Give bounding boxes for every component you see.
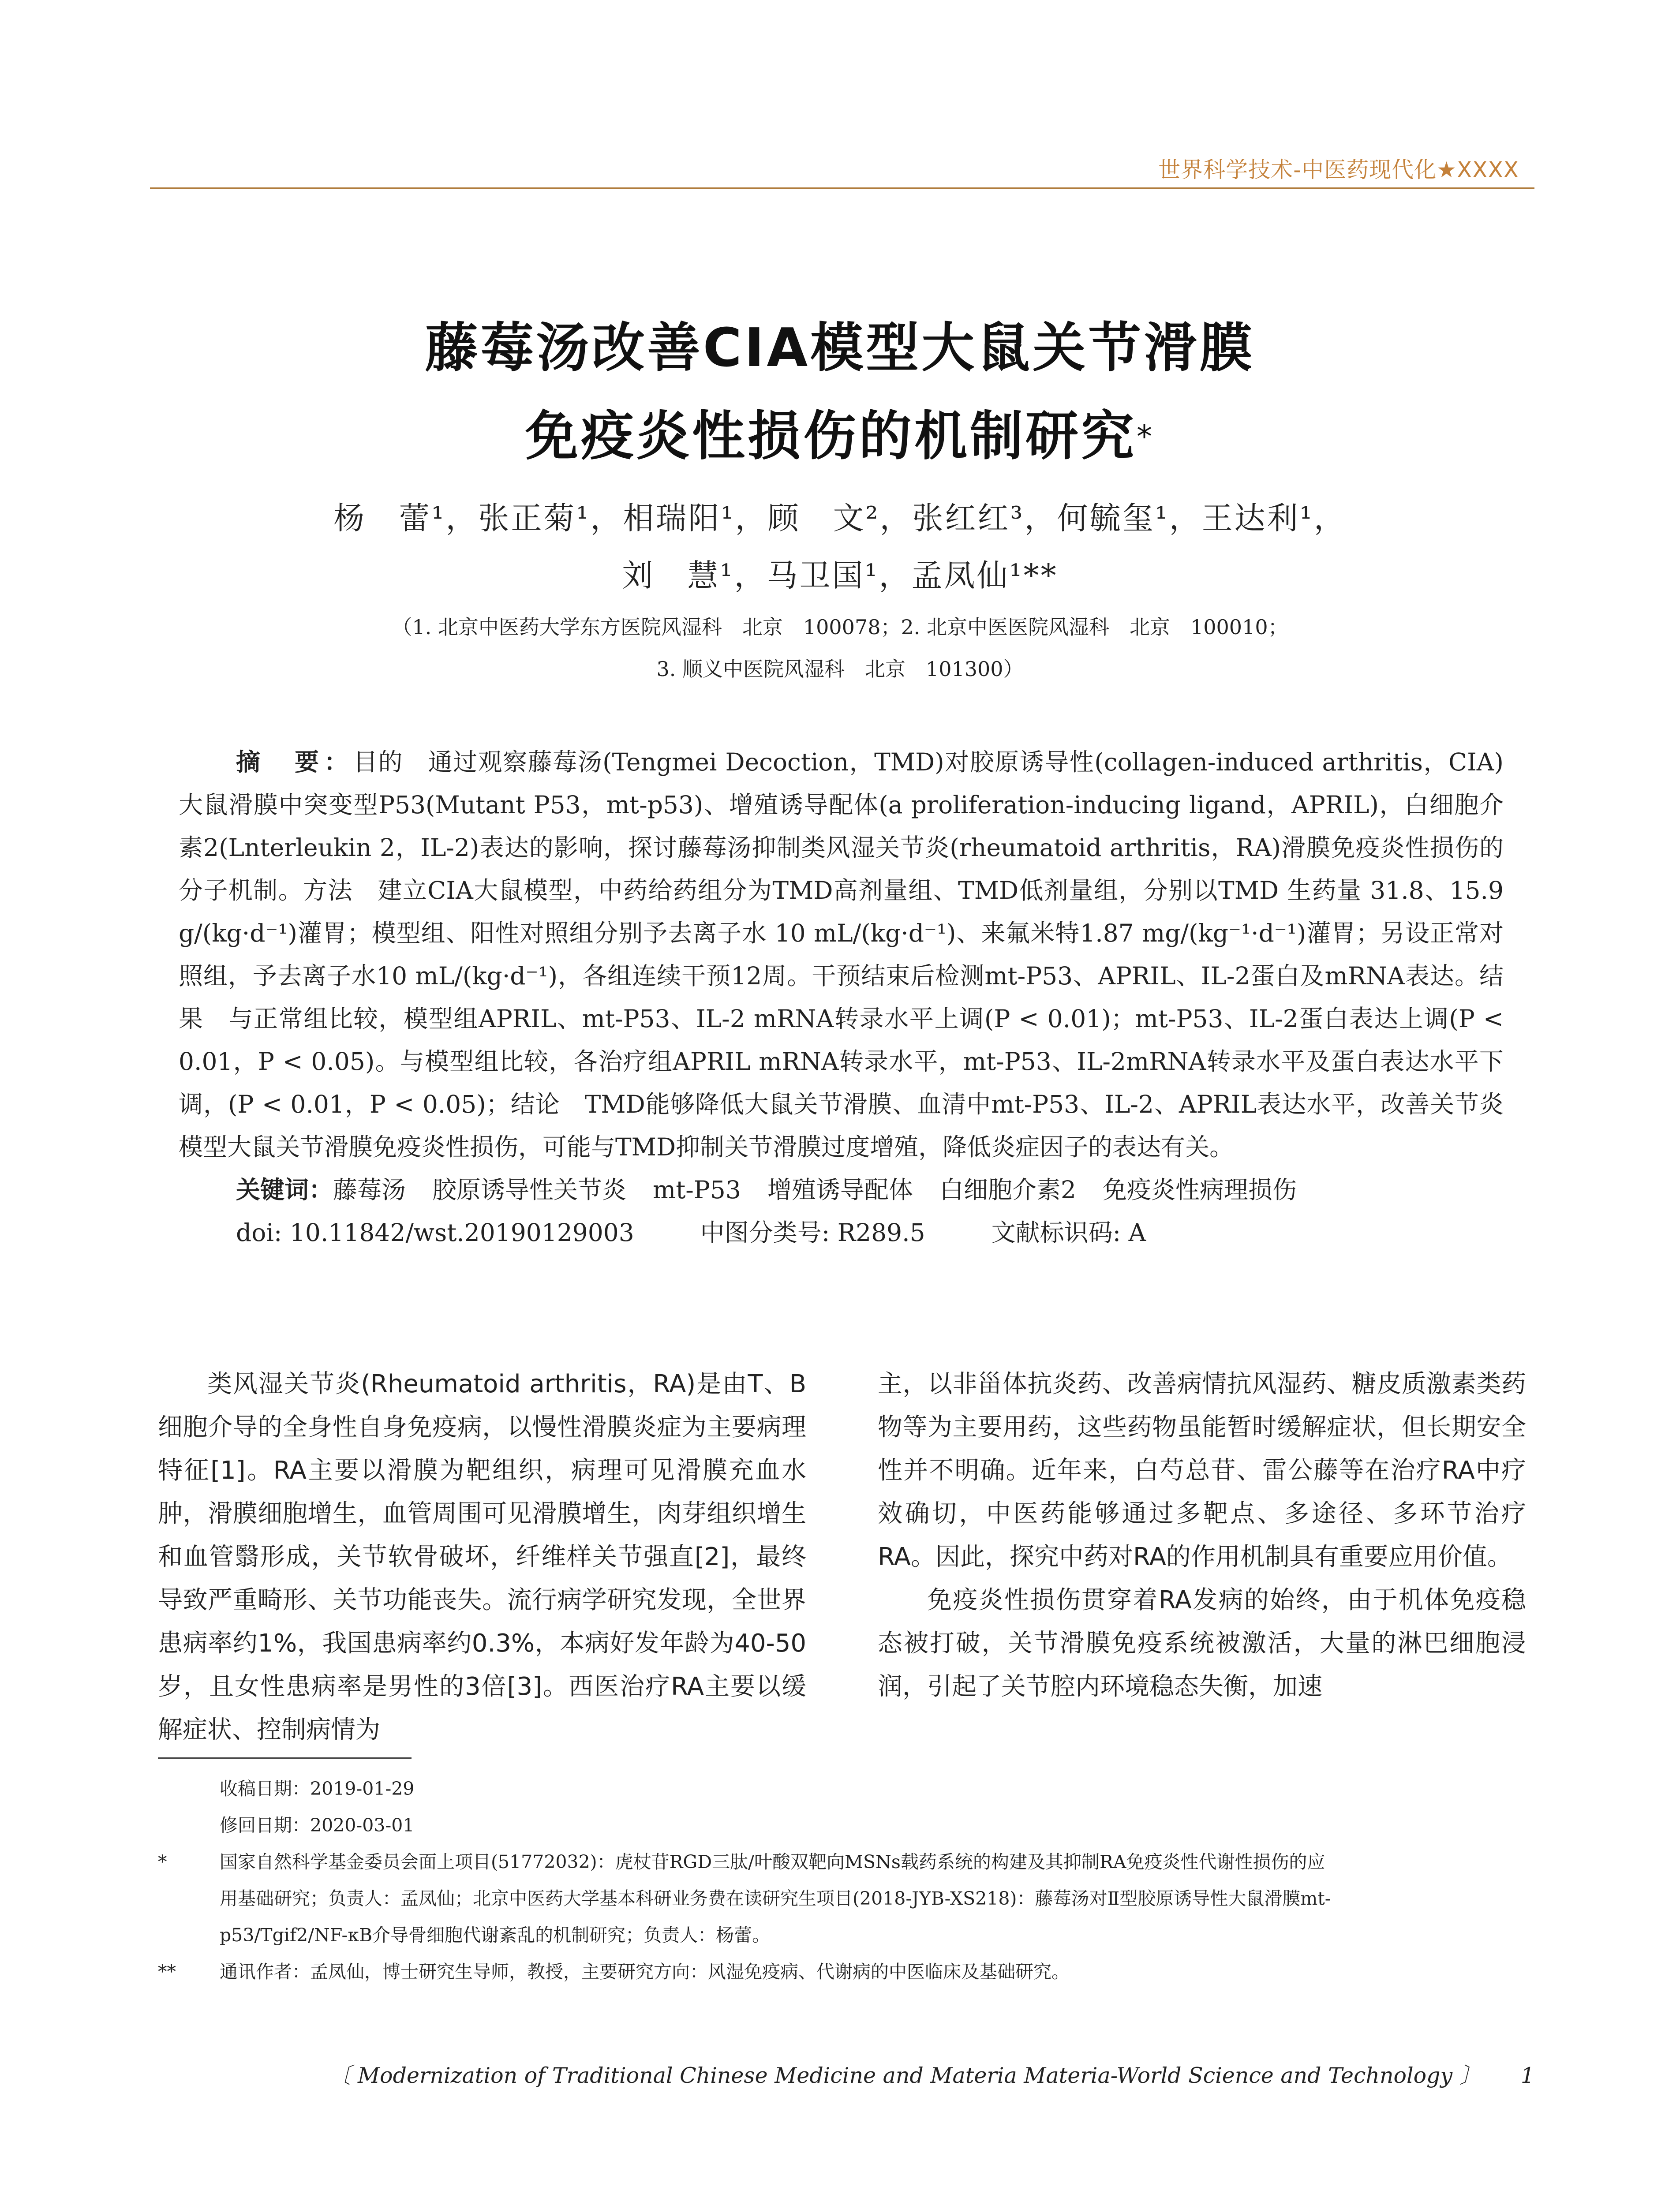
keyword: mt-P53 (653, 1176, 741, 1204)
keyword: 白细胞介素2 (939, 1176, 1076, 1204)
authors-line-1: 杨 蕾¹，张正菊¹，相瑞阳¹，顾 文²，张红红³，何毓玺¹，王达利¹， (333, 500, 1347, 536)
affiliation-line-1: （1. 北京中医药大学东方医院风湿科 北京 100078；2. 北京中医医院风湿科 北京 100010； (392, 615, 1288, 639)
keywords (179, 1169, 1504, 1211)
doi: doi: 10.11842/wst.20190129003 (236, 1218, 634, 1247)
article-title (0, 304, 1680, 481)
keywords-label: 关键词： (236, 1176, 333, 1204)
corresponding-mark: ** (158, 1961, 176, 1982)
title-funding-mark: * (1137, 419, 1155, 455)
corresponding-text: 通讯作者：孟凤仙，博士研究生导师，教授，主要研究方向：风湿免疫病、代谢病的中医临床及基础研究。 (220, 1961, 1070, 1982)
keyword: 胶原诱导性关节炎 (432, 1176, 627, 1204)
abstract-paragraph (179, 741, 1504, 1169)
title-line-1: 藤莓汤改善CIA模型大鼠关节滑膜 (425, 318, 1255, 379)
author-list (0, 490, 1680, 604)
abstract-label: 摘 要： (236, 748, 354, 776)
revised-date: 修回日期：2020-03-01 (220, 1815, 415, 1836)
corresponding-author-note (158, 1954, 1534, 1990)
funding-text-1: 国家自然科学基金委员会面上项目(51772032)：虎杖苷RGD三肽/叶酸双靶向MSNs载药系统的构建及其抑制RA免疫炎性代谢性损伤的应 (220, 1851, 1325, 1872)
abstract-text: 目的 通过观察藤莓汤(Tengmei Decoction，TMD)对胶原诱导性(collagen-induced arthritis，CIA)大鼠滑膜中突变型P53(Mutant P53，mt-p53)、增殖诱导配体(a proliferation-inducing ligand，APRIL)，白细胞介素2(Lnterleukin 2，IL-2)表达的影响，探讨藤莓汤抑制类风湿关节炎(rheumatoid arthritis，RA)滑膜免疫炎性损伤的分子机制。方法 建立CIA大鼠模型，中药给药组分为TMD高剂量组、TMD低剂量组，分别以TMD 生药量 31.8、15.9 g/(kg·d⁻¹)灌胃；模型组、阳性对照组分别予去离子水 10 mL/(kg·d⁻¹)、来氟米特1.87 mg/(kg⁻¹·d⁻¹)灌胃；另设正常对照组，予去离子水10 mL/(kg·d⁻¹)，各组连续干预12周。干预结束后检测mt-P53、APRIL、IL-2蛋白及mRNA表达。结果 与正常组比较，模型组APRIL、mt-P53、IL-2 mRNA转录水平上调(P < 0.01)；mt-P53、IL-2蛋白表达上调(P < 0.01，P < 0.05)。与模型组比较，各治疗组APRIL mRNA转录水平，mt-P53、IL-2mRNA转录水平及蛋白表达水平下调，(P < 0.01，P < 0.05)；结论 TMD能够降低大鼠关节滑膜、血清中mt-P53、IL-2、APRIL表达水平，改善关节炎模型大鼠关节滑膜免疫炎性损伤，可能与TMD抑制关节滑膜过度增殖，降低炎症因子的表达有关。 (179, 748, 1504, 1161)
body-paragraph: 类风湿关节炎(Rheumatoid arthritis，RA)是由T、B细胞介导的全身性自身免疫病，以慢性滑膜炎症为主要病理特征[1]。RA主要以滑膜为靶组织，病理可见滑膜充血水肿，滑膜细胞增生，血管周围可见滑膜增生，肉芽组织增生和血管翳形成，关节软骨破坏，纤维样关节强直[2]，最终导致严重畸形、关节功能丧失。流行病学研究发现，全世界患病率约1%，我国患病率约0.3%，本病好发年龄为40-50岁，且女性患病率是男性的3倍[3]。西医治疗RA主要以缓解症状、控制病情为 (158, 1370, 806, 1744)
journal-name: 世界科学技术-中医药现代化★XXXX (1158, 157, 1519, 183)
title-line-2-text: 免疫炎性损伤的机制研究 (525, 406, 1137, 467)
footnote-divider (158, 1757, 412, 1759)
footnotes (158, 1771, 1534, 1990)
title-line-2 (0, 392, 1680, 481)
footer-journal: 〔 Modernization of Traditional Chinese Medicine and Materia Materia-World Science and Technology 〕 (329, 2063, 1481, 2088)
abstract (179, 741, 1504, 1254)
article-meta (179, 1211, 1504, 1254)
body-column-right (878, 1363, 1526, 1708)
funding-mark: * (158, 1851, 167, 1872)
clc-number: 中图分类号: R289.5 (700, 1218, 925, 1247)
body-paragraph: 主，以非甾体抗炎药、改善病情抗风湿药、糖皮质激素类药物等为主要用药，这些药物虽能暂时缓解症状，但长期安全性并不明确。近年来，白芍总苷、雷公藤等在治疗RA中疗效确切，中医药能够通过多靶点、多途径、多环节治疗RA。因此，探究中药对RA的作用机制具有重要应用价值。 (878, 1370, 1526, 1571)
keyword: 藤莓汤 (333, 1176, 406, 1204)
page-number: 1 (1520, 2063, 1534, 2088)
body-paragraph: 免疫炎性损伤贯穿着RA发病的始终，由于机体免疫稳态被打破，关节滑膜免疫系统被激活，大量的淋巴细胞浸润，引起了关节腔内环境稳态失衡，加速 (878, 1586, 1526, 1701)
funding-text-3: p53/Tgif2/NF-κB介导骨细胞代谢紊乱的机制研究；负责人：杨蕾。 (220, 1925, 771, 1946)
running-header (150, 148, 1534, 189)
keyword: 增殖诱导配体 (767, 1176, 913, 1204)
keyword: 免疫炎性病理损伤 (1102, 1176, 1297, 1204)
affiliation-line-2: 3. 顺义中医院风湿科 北京 101300） (656, 657, 1024, 681)
received-date: 收稿日期：2019-01-29 (220, 1778, 415, 1799)
affiliations (0, 606, 1680, 690)
funding-text-2: 用基础研究；负责人：孟凤仙；北京中医药大学基本科研业务费在读研究生项目(2018-JYB-XS218)：藤莓汤对Ⅱ型胶原诱导性大鼠滑膜mt- (220, 1888, 1331, 1909)
authors-line-2: 刘 慧¹，马卫国¹，孟凤仙¹** (622, 557, 1058, 594)
document-code: 文献标识码: A (991, 1218, 1146, 1247)
running-footer (329, 2059, 1534, 2089)
funding-note (158, 1844, 1534, 1880)
body-column-left (158, 1363, 806, 1752)
